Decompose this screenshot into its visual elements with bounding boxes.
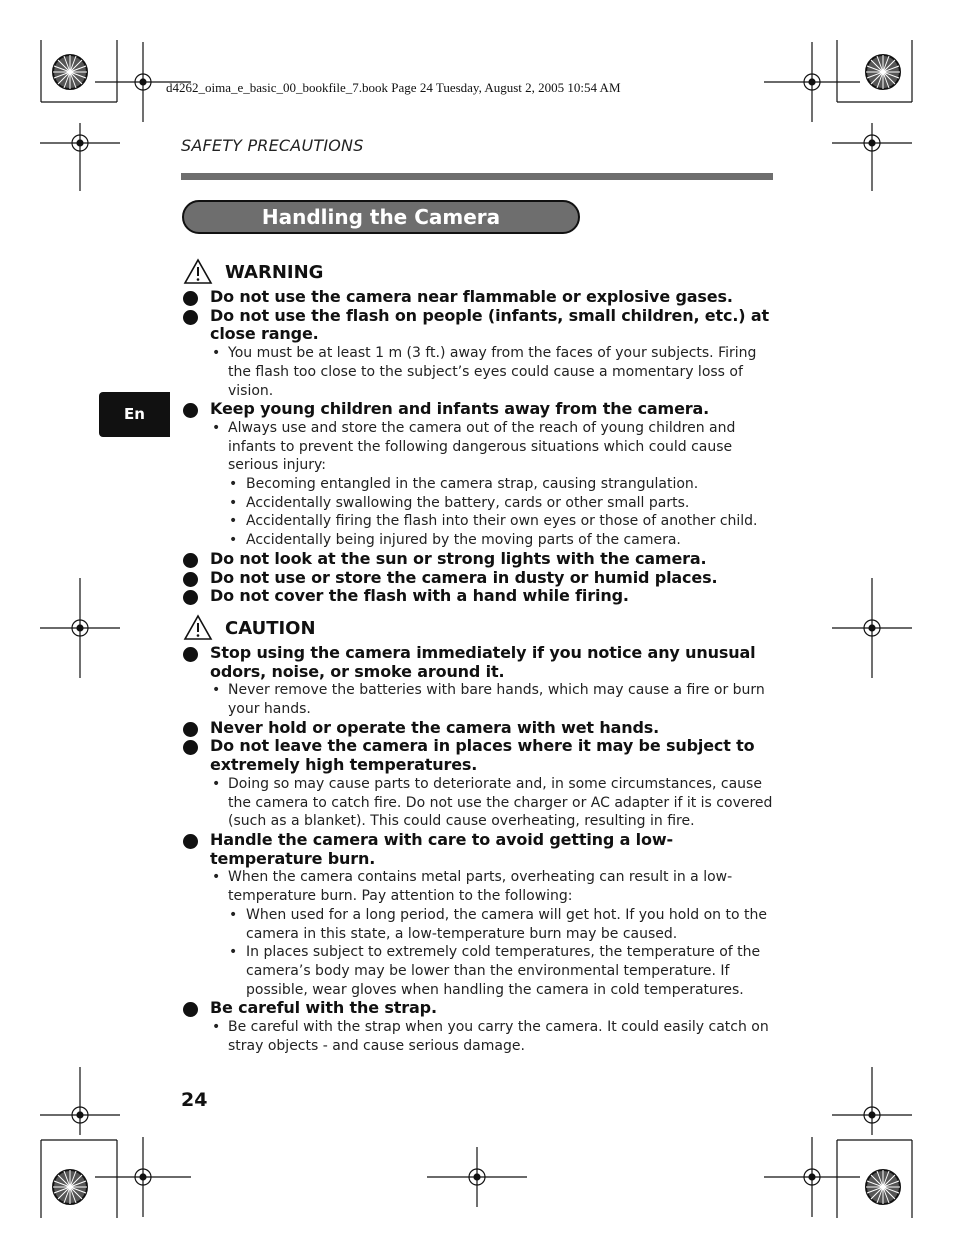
subnote: • In places subject to extremely cold temperatures, the temperature of the camera’s body may be lower than the environmental temperature. If possible, wear gloves when handling the camera in cold temperatures.	[229, 944, 761, 998]
bullet-dot-icon	[183, 553, 198, 568]
subnote: • Accidentally being injured by the moving parts of the camera.	[229, 532, 681, 549]
subnote: • Becoming entangled in the camera strap, causing strangulation.	[229, 476, 699, 493]
warning-item: Do not use the flash on people (infants, small children, etc.) at close range.	[181, 307, 773, 344]
note: • Be careful with the strap when you carry the camera. It could easily catch on stray objects - and cause serious damage.	[212, 1019, 769, 1054]
subnote: • Accidentally swallowing the battery, cards or other small parts.	[229, 494, 690, 511]
subnote: • When used for a long period, the camera will get hot. If you hold on to the camera in this state, a low-temperature burn may be caused.	[229, 906, 767, 942]
caution-item: Be careful with the strap.	[181, 999, 773, 1018]
bullet-dot-icon	[183, 572, 198, 587]
caution-item: Handle the camera with care to avoid getting a low-temperature burn.	[181, 831, 773, 868]
bullet-dot-icon	[183, 740, 198, 755]
caution-heading-text: CAUTION	[225, 617, 316, 639]
page-title: Handling the Camera	[261, 205, 501, 229]
note: • You must be at least 1 m (3 ft.) away from the faces of your subjects. Firing the flash too close to the subject’s eyes could cause a momentary loss of vision.	[212, 345, 757, 399]
bullet-dot-icon	[183, 834, 198, 849]
note: • Never remove the batteries with bare hands, which may cause a fire or burn your hands.	[212, 682, 765, 718]
bullet-dot-icon	[183, 590, 198, 605]
warning-triangle-icon	[183, 258, 213, 285]
note: • Always use and store the camera out of the reach of young children and infants to prevent the following dangerous situations which could cause serious injury:	[212, 419, 736, 474]
page-number: 24	[181, 1089, 208, 1111]
safety-content	[181, 258, 773, 1055]
caution-heading	[181, 614, 773, 644]
bullet-dot-icon	[183, 291, 198, 306]
print-header: d4262_oima_e_basic_00_bookfile_7.book Page 24 Tuesday, August 2, 2005 10:54 AM	[166, 80, 621, 95]
bullet-dot-icon	[183, 1002, 198, 1017]
note: • Doing so may cause parts to deteriorate and, in some circumstances, cause the camera to catch fire. Do not use the charger or AC adapter if it is covered (such as a blanket). This could cause overheating, resulting in fire.	[212, 775, 773, 830]
warning-item: Do not look at the sun or strong lights with the camera.	[181, 550, 773, 569]
caution-item: Do not leave the camera in places where it may be subject to extremely high temperatures.	[181, 737, 773, 774]
bullet-dot-icon	[183, 647, 198, 662]
warning-item: Do not cover the flash with a hand while firing.	[181, 587, 773, 606]
bullet-dot-icon	[183, 310, 198, 325]
warning-item: Do not use or store the camera in dusty or humid places.	[181, 569, 773, 588]
page-title-banner	[182, 200, 580, 234]
caution-triangle-icon	[183, 614, 213, 641]
warning-heading	[181, 258, 773, 288]
section-label: SAFETY PRECAUTIONS	[181, 136, 364, 155]
language-tab	[99, 392, 170, 437]
warning-item: Do not use the camera near flammable or explosive gases.	[181, 288, 773, 307]
bullet-dot-icon	[183, 403, 198, 418]
warning-heading-text: WARNING	[225, 262, 324, 283]
subnote: • Accidentally firing the flash into their own eyes or those of another child.	[229, 513, 758, 530]
warning-item: Keep young children and infants away from the camera.	[181, 400, 773, 419]
caution-item: Stop using the camera immediately if you notice any unusual odors, noise, or smoke around it.	[181, 644, 773, 681]
note: • When the camera contains metal parts, overheating can result in a low-temperature burn. Pay attention to the following:	[212, 869, 733, 905]
header-rule	[181, 173, 773, 180]
language-tab-label: En	[124, 405, 145, 423]
caution-item: Never hold or operate the camera with wet hands.	[181, 719, 773, 738]
bullet-dot-icon	[183, 722, 198, 737]
